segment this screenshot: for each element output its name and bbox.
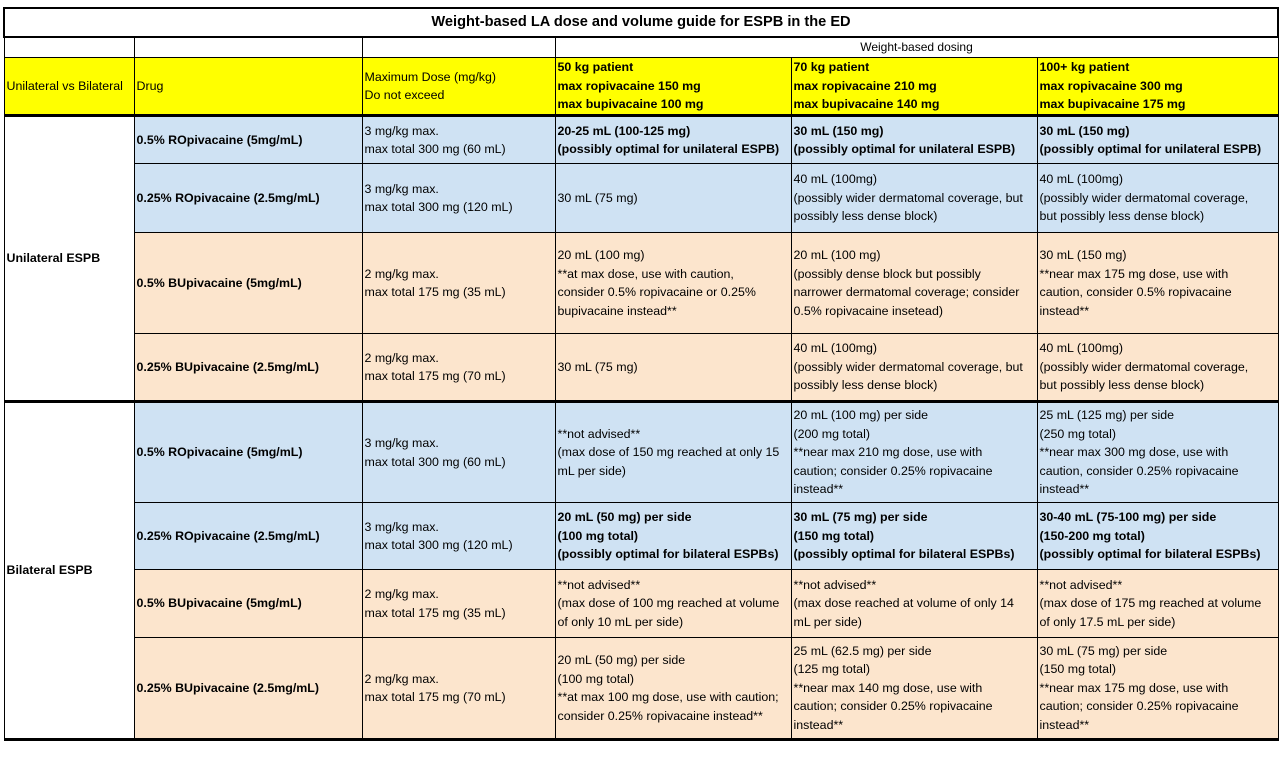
dose-70kg-cell: 40 mL (100mg) (possibly wider dermatomal coverage, but possibly less dense block) xyxy=(791,334,1037,402)
dose-70kg-cell: 25 mL (62.5 mg) per side (125 mg total) **near max 140 mg dose, use with caution; consider 0.25% ropivacaine instead** xyxy=(791,638,1037,740)
table-row xyxy=(4,116,1278,164)
drug-cell: 0.25% ROpivacaine (2.5mg/mL) xyxy=(134,164,362,233)
dose-100kg-cell: 25 mL (125 mg) per side (250 mg total) **near max 300 mg dose, use with caution, consider 0.25% ropivacaine instead** xyxy=(1037,402,1278,503)
header-70kg: 70 kg patient max ropivacaine 210 mg max bupivacaine 140 mg xyxy=(791,58,1037,116)
dosing-table-sheet xyxy=(3,7,1277,747)
header-row xyxy=(4,58,1278,116)
max-dose-cell: 3 mg/kg max. max total 300 mg (60 mL) xyxy=(362,402,555,503)
blank-cell xyxy=(134,37,362,58)
max-dose-cell: 3 mg/kg max. max total 300 mg (60 mL) xyxy=(362,116,555,164)
table-row xyxy=(4,402,1278,503)
dose-70kg-cell: 30 mL (150 mg) (possibly optimal for unilateral ESPB) xyxy=(791,116,1037,164)
weight-based-dosing-label: Weight-based dosing xyxy=(555,37,1278,58)
dose-50kg-cell: 20 mL (50 mg) per side (100 mg total) **at max 100 mg dose, use with caution; consider 0.25% ropivacaine instead** xyxy=(555,638,791,740)
dose-70kg-cell: 30 mL (75 mg) per side (150 mg total) (possibly optimal for bilateral ESPBs) xyxy=(791,503,1037,570)
dosing-table xyxy=(3,7,1279,741)
dose-100kg-cell: 30-40 mL (75-100 mg) per side (150-200 mg total) (possibly optimal for bilateral ESPBs) xyxy=(1037,503,1278,570)
dose-70kg-cell: **not advised** (max dose reached at volume of only 14 mL per side) xyxy=(791,570,1037,638)
dose-100kg-cell: 40 mL (100mg) (possibly wider dermatomal coverage, but possibly less dense block) xyxy=(1037,164,1278,233)
max-dose-cell: 2 mg/kg max. max total 175 mg (70 mL) xyxy=(362,334,555,402)
group-bilateral: Bilateral ESPB xyxy=(4,402,134,740)
dose-50kg-cell: **not advised** (max dose of 150 mg reached at only 15 mL per side) xyxy=(555,402,791,503)
table-row xyxy=(4,334,1278,402)
max-dose-cell: 2 mg/kg max. max total 175 mg (70 mL) xyxy=(362,638,555,740)
header-group: Unilateral vs Bilateral xyxy=(4,58,134,116)
dose-50kg-cell: 30 mL (75 mg) xyxy=(555,334,791,402)
dose-50kg-cell: 20 mL (50 mg) per side (100 mg total) (possibly optimal for bilateral ESPBs) xyxy=(555,503,791,570)
header-50kg: 50 kg patient max ropivacaine 150 mg max bupivacaine 100 mg xyxy=(555,58,791,116)
drug-cell: 0.25% ROpivacaine (2.5mg/mL) xyxy=(134,503,362,570)
dose-50kg-cell: 30 mL (75 mg) xyxy=(555,164,791,233)
dose-70kg-cell: 20 mL (100 mg) (possibly dense block but possibly narrower dermatomal coverage; consider 0.5% ropivacaine insetead) xyxy=(791,233,1037,334)
dose-50kg-cell: **not advised** (max dose of 100 mg reached at volume of only 10 mL per side) xyxy=(555,570,791,638)
table-row xyxy=(4,503,1278,570)
header-max-dose: Maximum Dose (mg/kg) Do not exceed xyxy=(362,58,555,116)
blank-cell xyxy=(4,37,134,58)
max-dose-cell: 2 mg/kg max. max total 175 mg (35 mL) xyxy=(362,570,555,638)
drug-cell: 0.25% BUpivacaine (2.5mg/mL) xyxy=(134,334,362,402)
table-row xyxy=(4,570,1278,638)
dose-50kg-cell: 20 mL (100 mg) **at max dose, use with caution, consider 0.5% ropivacaine or 0.25% bupivacaine instead** xyxy=(555,233,791,334)
max-dose-cell: 3 mg/kg max. max total 300 mg (120 mL) xyxy=(362,503,555,570)
drug-cell: 0.5% ROpivacaine (5mg/mL) xyxy=(134,116,362,164)
dose-100kg-cell: 30 mL (150 mg) **near max 175 mg dose, use with caution, consider 0.5% ropivacaine instead** xyxy=(1037,233,1278,334)
drug-cell: 0.5% BUpivacaine (5mg/mL) xyxy=(134,570,362,638)
max-dose-cell: 2 mg/kg max. max total 175 mg (35 mL) xyxy=(362,233,555,334)
dose-70kg-cell: 40 mL (100mg) (possibly wider dermatomal coverage, but possibly less dense block) xyxy=(791,164,1037,233)
dose-50kg-cell: 20-25 mL (100-125 mg) (possibly optimal for unilateral ESPB) xyxy=(555,116,791,164)
dose-70kg-cell: 20 mL (100 mg) per side (200 mg total) **near max 210 mg dose, use with caution; consider 0.25% ropivacaine instead** xyxy=(791,402,1037,503)
drug-cell: 0.5% BUpivacaine (5mg/mL) xyxy=(134,233,362,334)
table-row xyxy=(4,164,1278,233)
blank-cell xyxy=(362,37,555,58)
drug-cell: 0.5% ROpivacaine (5mg/mL) xyxy=(134,402,362,503)
drug-cell: 0.25% BUpivacaine (2.5mg/mL) xyxy=(134,638,362,740)
dose-100kg-cell: 30 mL (75 mg) per side (150 mg total) **near max 175 mg dose, use with caution; consider 0.25% ropivacaine instead** xyxy=(1037,638,1278,740)
group-unilateral: Unilateral ESPB xyxy=(4,116,134,402)
header-drug: Drug xyxy=(134,58,362,116)
dose-100kg-cell: 30 mL (150 mg) (possibly optimal for unilateral ESPB) xyxy=(1037,116,1278,164)
dose-100kg-cell: **not advised** (max dose of 175 mg reached at volume of only 17.5 mL per side) xyxy=(1037,570,1278,638)
max-dose-cell: 3 mg/kg max. max total 300 mg (120 mL) xyxy=(362,164,555,233)
dose-100kg-cell: 40 mL (100mg) (possibly wider dermatomal coverage, but possibly less dense block) xyxy=(1037,334,1278,402)
table-row xyxy=(4,638,1278,740)
header-100kg: 100+ kg patient max ropivacaine 300 mg max bupivacaine 175 mg xyxy=(1037,58,1278,116)
table-title: Weight-based LA dose and volume guide for ESPB in the ED xyxy=(4,8,1278,37)
table-row xyxy=(4,233,1278,334)
